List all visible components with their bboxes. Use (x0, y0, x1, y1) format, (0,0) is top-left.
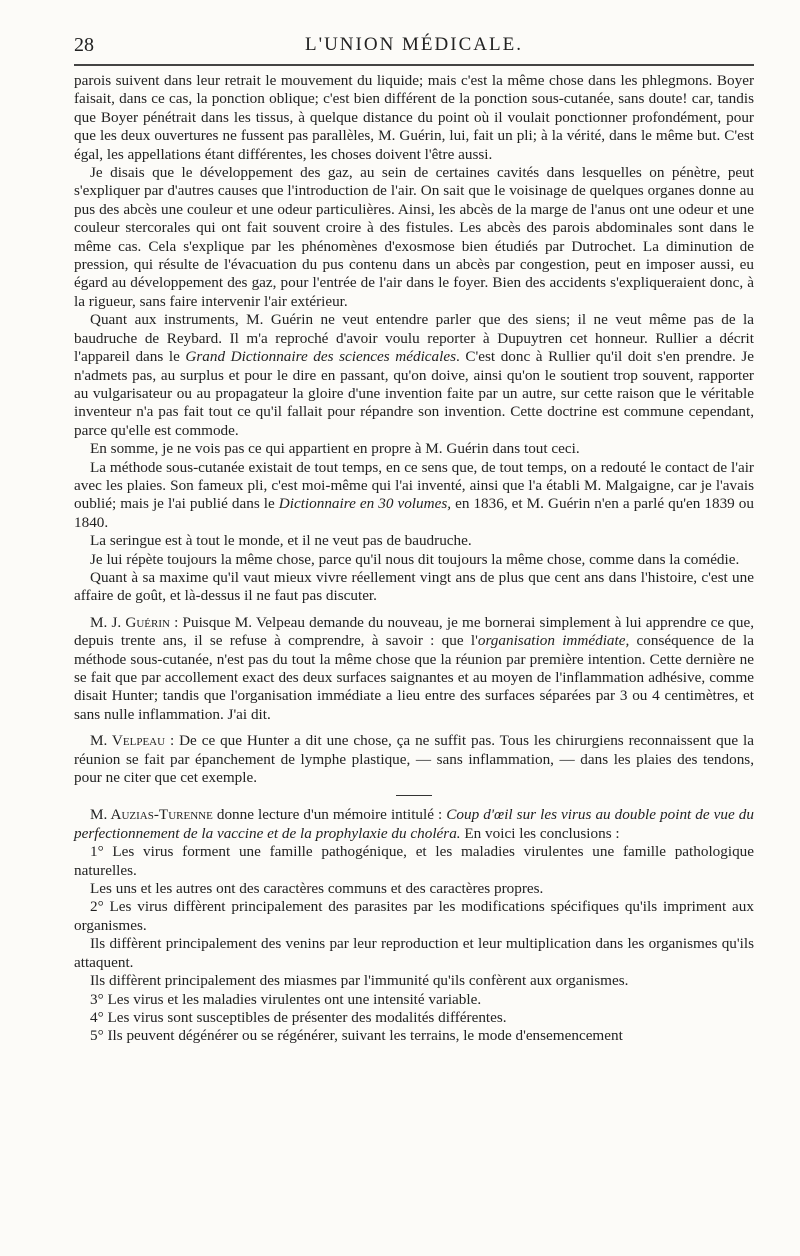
paragraph: Quant aux instruments, M. Guérin ne veut entendre parler que des siens; il ne veut même pas de la baudruche de Reybard. Il m'a reproché d'avoir voulu reporter à Dupuytren cet honneur. Rullier a décrit l'appareil dans le Grand Dictionnaire des sciences médicales. C'est donc à Rullier qu'il doit s'en prendre. Je n'admets pas, au surplus et pour le dire en passant, qu'on doive, ainsi qu'on le soutient trop souvent, rapporter au vulgarisateur ou au propagateur la gloire d'une invention faite par un autre, sur cette raison que le véritable inventeur n'a pas fait tout ce qu'il fallait pour répandre son invention. Cette doctrine est commune cependant, parce qu'elle est commode. (74, 311, 755, 439)
speaker-name: M. Auzias-Turenne (90, 806, 213, 824)
conclusion-item: 2° Les virus diffèrent principalement des parasites par les modifications spécifiques qu'ils impriment aux organismes. (74, 898, 754, 934)
speaker-name: M. J. Guérin (90, 613, 170, 631)
emphasis: Grand Dictionnaire des sciences médicales (185, 348, 457, 366)
conclusion-item: 1° Les virus forment une famille pathogénique, et les maladies virulentes une famille pathologique naturelles. (74, 843, 754, 879)
section-divider (396, 795, 432, 796)
paragraph: La méthode sous-cutanée existait de tout temps, en ce sens que, de tout temps, on a redouté le contact de l'air avec les plaies. Son fameux pli, c'est moi-même qui l'ai inventé, ainsi que l'a établi M. Malgaigne, car je l'avais oublié; mais je l'ai publié dans le Dictionnaire en 30 volumes, en 1836, et M. Guérin n'en a parlé qu'en 1839 ou 1840. (74, 458, 754, 531)
emphasis: organisation immédiate, (477, 632, 630, 650)
speaker-paragraph: M. Auzias-Turenne donne lecture d'un mémoire intitulé : Coup d'œil sur les virus au double point de vue du perfectionnement de la vaccine et de la prophylaxie du choléra. En voici les conclusions : (74, 806, 754, 842)
article-body (74, 72, 754, 1046)
paragraph: La seringue est à tout le monde, et il ne veut pas de baudruche. (90, 532, 472, 550)
conclusion-item: Ils diffèrent principalement des venins par leur reproduction et leur multiplication dans les organismes qu'ils attaquent. (74, 935, 754, 971)
paragraph: Je lui répète toujours la même chose, parce qu'il nous dit toujours la même chose, comme dans la comédie. (90, 550, 740, 568)
conclusion-item: Ils diffèrent principalement des miasmes par l'immunité qu'ils confèrent aux organismes. (90, 972, 629, 990)
speaker-name: M. Velpeau (90, 732, 166, 750)
running-title: L'UNION MÉDICALE. (305, 34, 523, 55)
paragraph: Quant à sa maxime qu'il vaut mieux vivre réellement vingt ans de plus que cent ans dans l'histoire, c'est une affaire de goût, et là-dessus il ne faut pas discuter. (74, 568, 754, 605)
memoir-title: Coup d'œil sur les virus au double point de vue du perfectionnement de la vaccine et de la prophylaxie du choléra. (74, 806, 754, 842)
emphasis: Dictionnaire en 30 volumes, (278, 495, 452, 513)
conclusion-item: 4° Les virus sont susceptibles de présenter des modalités différentes. (90, 1008, 507, 1026)
conclusion-item: 5° Ils peuvent dégénérer ou se régénérer, suivant les terrains, le mode d'ensemencement (90, 1027, 623, 1045)
conclusion-item: 3° Les virus et les maladies virulentes ont une intensité variable. (90, 990, 482, 1008)
page-header (74, 30, 754, 66)
conclusion-item: Les uns et les autres ont des caractères communs et des caractères propres. (90, 880, 544, 898)
speaker-paragraph: M. J. Guérin : Puisque M. Velpeau demande du nouveau, je me bornerai simplement à lui apprendre ce que, depuis trente ans, il se refuse à comprendre, à savoir : que l'organisation immédiate, conséquence de la méthode sous-cutanée, n'est pas du tout la même chose que la réunion par première intention. Cette dernière ne se fait que par accollement exact des deux surfaces saignantes et au moyen de l'inflammation adhésive, comme disait Hunter; tandis que l'organisation immédiate a lieu entre des surfaces séparées par 3 ou 4 centimètres, et sans nulle inflammation. J'ai dit. (74, 613, 755, 723)
paragraph: Je disais que le développement des gaz, au sein de certaines cavités dans lesquelles on pénètre, peut s'expliquer par d'autres causes que l'introduction de l'air. On sait que le voisinage de quelques organes donne au pus des abcès une couleur et une odeur particulières. Ainsi, les abcès de la marge de l'anus ont une odeur et une couleur stercorales qui ont fait souvent croire à des fistules. Les abcès des parois abdominales sont dans le même cas. Cela s'explique par les phénomènes d'exosmose bien étudiés par Dutrochet. La diminution de pression, qui résulte de l'évacuation du pus contenu dans un abcès par congestion, peut en imposer aussi, eu égard au développement des gaz, pour l'entrée de l'air dans le foyer. Bien des accidents s'expliqueraient donc, à la rigueur, sans faire intervenir l'air extérieur. (74, 164, 754, 310)
paragraph: parois suivent dans leur retrait le mouvement du liquide; mais c'est la même chose dans les phlegmons. Boyer faisait, dans ce cas, la ponction oblique; c'est bien différent de la ponction sous-cutanée, sans doute! car, tandis que Boyer pénétrait dans les tissus, à quelque distance du point où il voulait ponctionner profondément, pour que les deux ouvertures ne fussent pas parallèles, M. Guérin, lui, fait un pli; à la vérité, dans le même but. C'est égal, les appellations étant différentes, les choses doivent l'être aussi. (74, 72, 754, 163)
paragraph: En somme, je ne vois pas ce qui appartient en propre à M. Guérin dans tout ceci. (90, 440, 580, 458)
speaker-paragraph: M. Velpeau : De ce que Hunter a dit une chose, ça ne suffit pas. Tous les chirurgiens reconnaissent que la réunion se fait par épanchement de lymphe plastique, — sans inflammation, — dans les plaies des tendons, pour ne citer que cet exemple. (74, 732, 754, 787)
page-number: 28 (74, 34, 94, 56)
